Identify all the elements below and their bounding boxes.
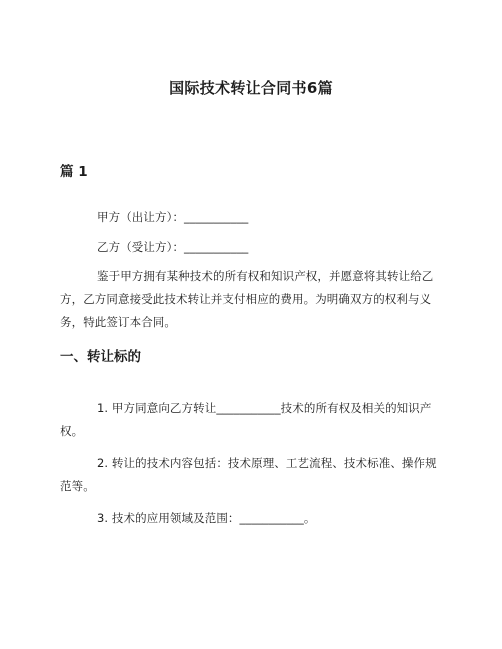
- party-a-line: 甲方（出让方）：___________: [97, 210, 249, 224]
- document-title: 国际技术转让合同书6篇: [169, 79, 333, 97]
- intro-paragraph: 鉴于甲方拥有某种技术的所有权和知识产权，并愿意将其转让给乙方，乙方同意接受此技术转让并支付相应的费用。为明确双方的权利与义务，特此签订本合同。: [60, 269, 434, 329]
- piece-heading: 篇 1: [60, 164, 88, 180]
- party-b-line: 乙方（受让方）：___________: [97, 240, 249, 254]
- section-heading-transfer-subject: 一、转让标的: [60, 349, 141, 365]
- clause-item-3: 3. 技术的应用领域及范围：___________。: [97, 511, 316, 525]
- clause-item-1: 1. 甲方同意向乙方转让___________技术的所有权及相关的知识产权。: [60, 401, 432, 438]
- clause-item-2: 2. 转让的技术内容包括：技术原理、工艺流程、技术标准、操作规范等。: [60, 456, 437, 493]
